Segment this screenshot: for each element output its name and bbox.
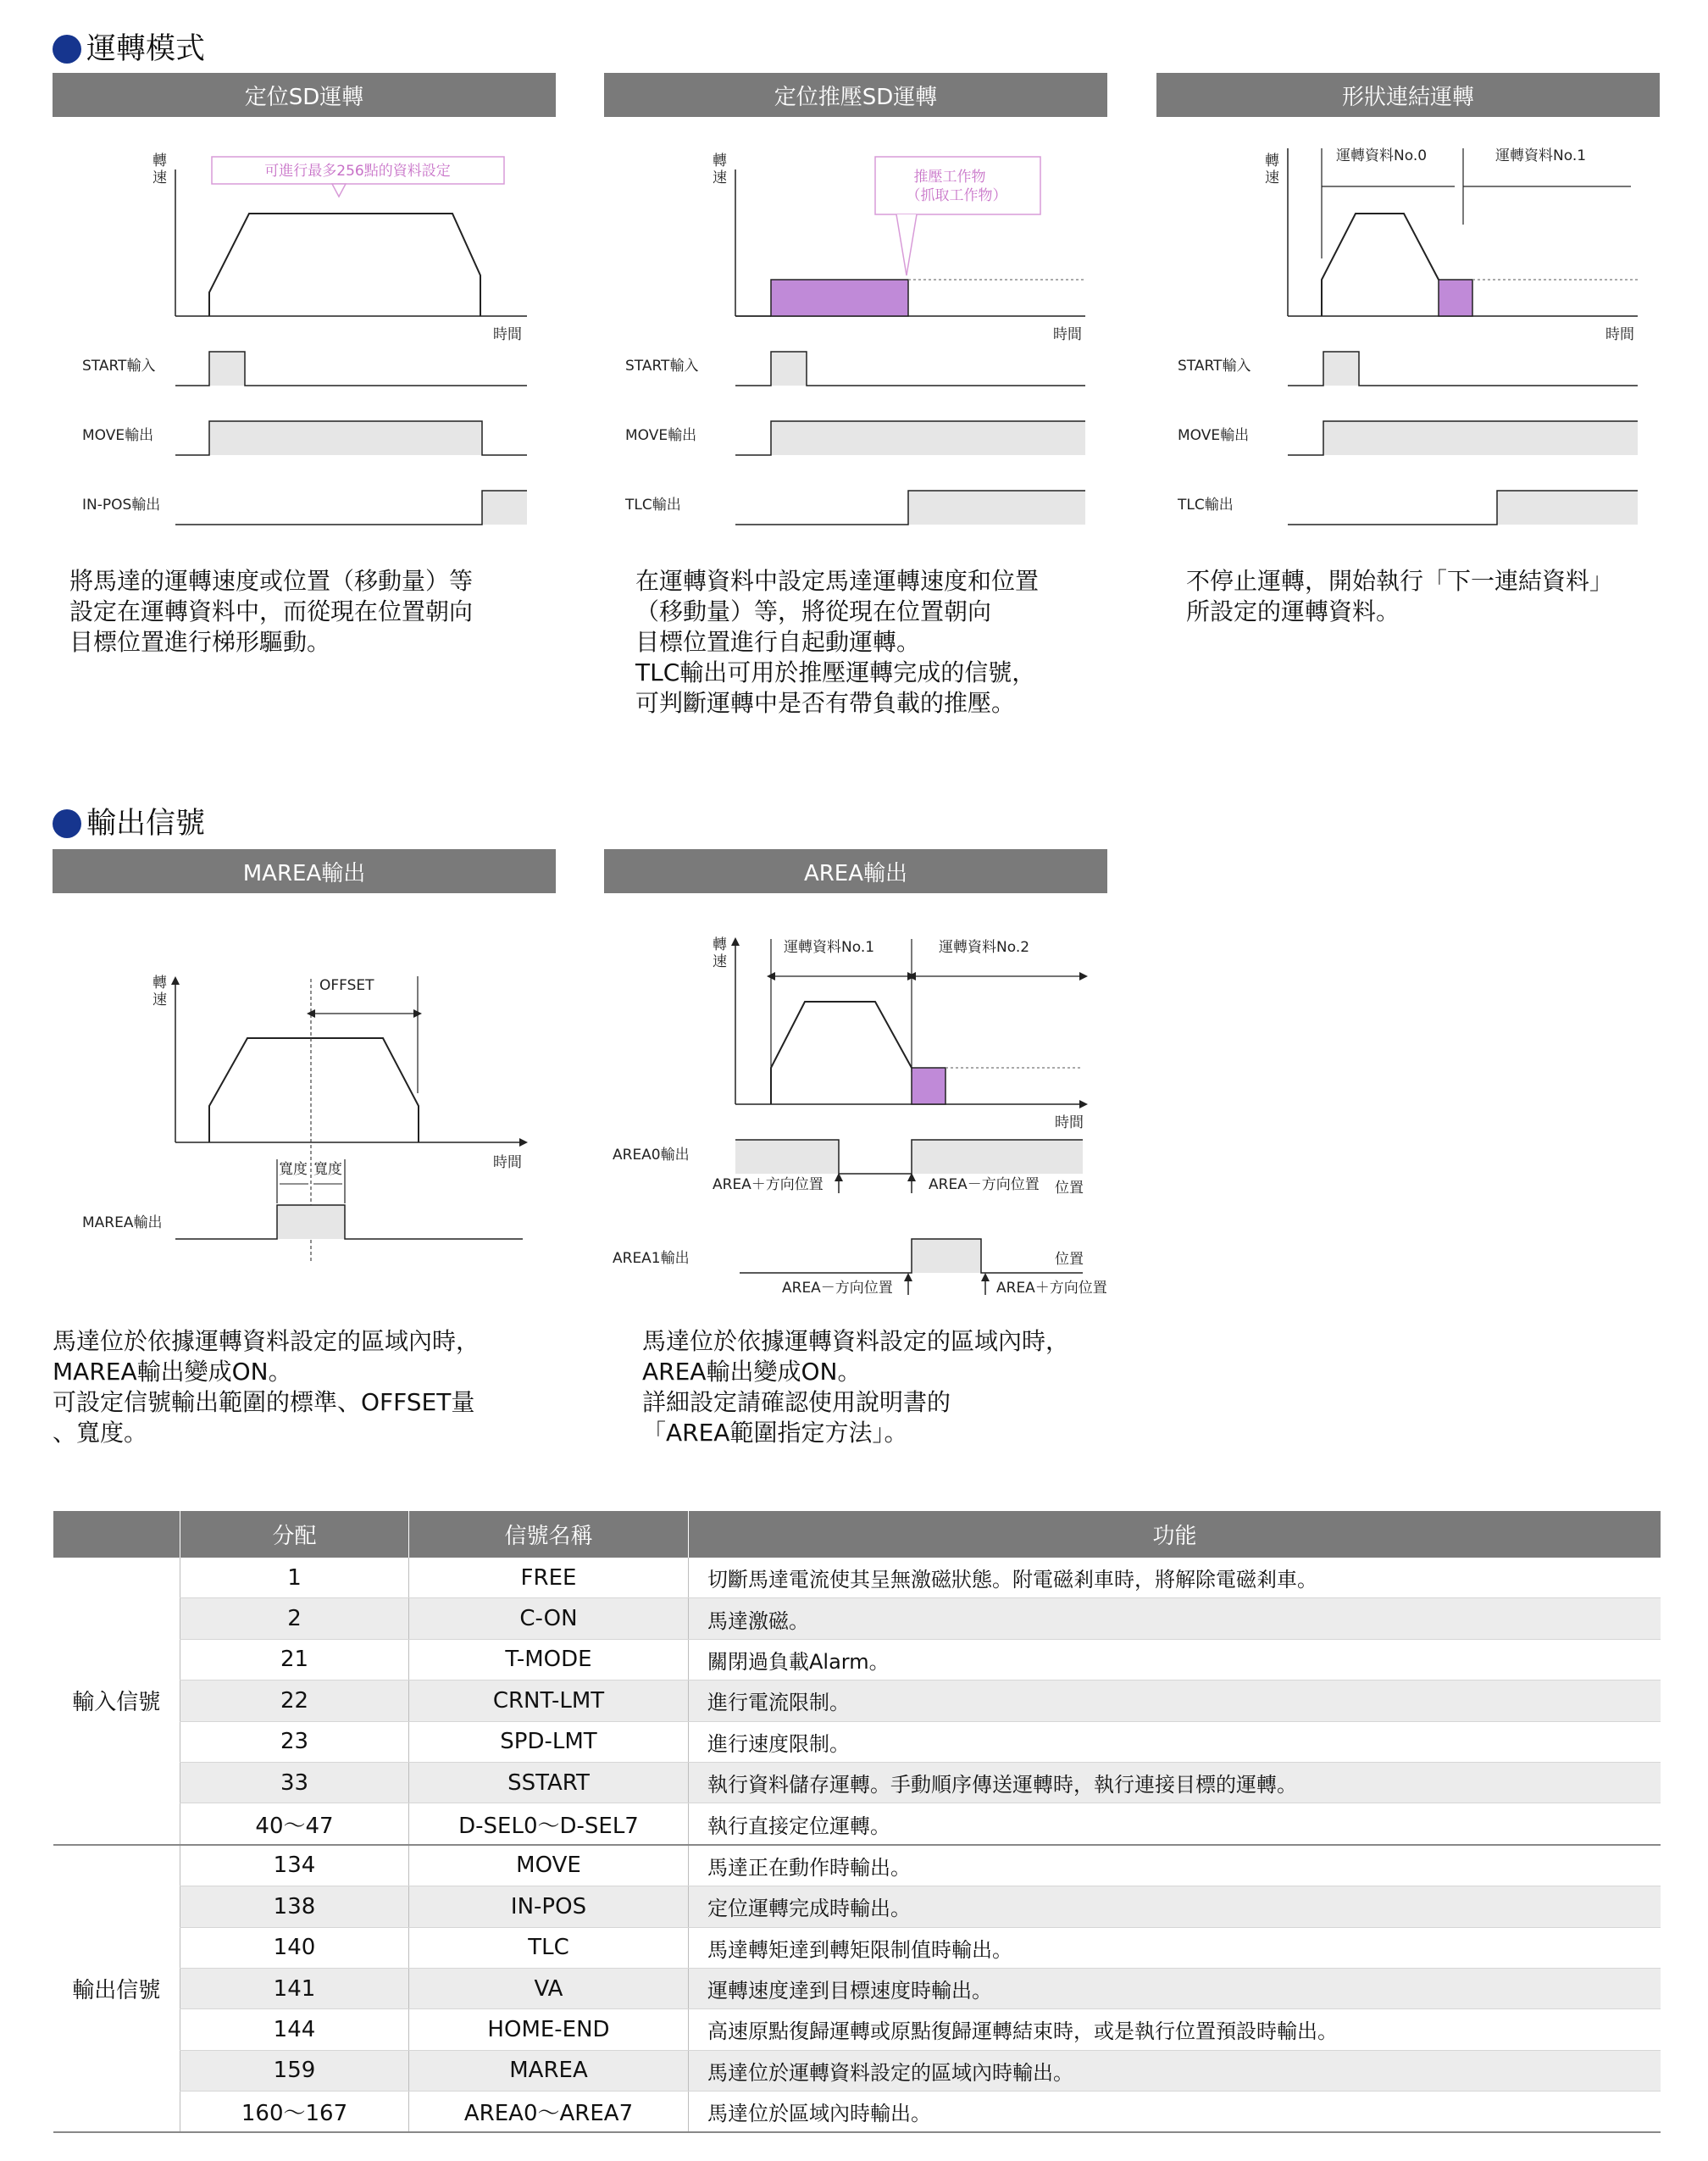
data-no1-label: 運轉資料No.1 xyxy=(784,939,875,956)
signal-label-area0: AREA0輸出 xyxy=(613,1147,690,1164)
cell-function: 馬達激磁。 xyxy=(689,1598,1661,1639)
width-label-left: 寬度 xyxy=(279,1161,308,1178)
cell-function: 馬達位於運轉資料設定的區域內時輸出。 xyxy=(689,2050,1661,2091)
cell-function: 切斷馬達電流使其呈無激磁狀態。附電磁剎車時，將解除電磁剎車。 xyxy=(689,1558,1661,1598)
callout-text-1: 推壓工作物 xyxy=(913,169,986,186)
area0-plus-label: AREA＋方向位置 xyxy=(713,1176,824,1193)
table-row xyxy=(53,1639,1661,1680)
cell-signal-name: HOME-END xyxy=(409,2009,689,2050)
signal-label-start: START輸入 xyxy=(1178,358,1251,375)
cell-assignment: 138 xyxy=(180,1886,409,1927)
callout-text-2: （抓取工作物） xyxy=(906,187,1007,204)
speed-axis-label: 轉速 xyxy=(152,975,167,1008)
time-axis-label: 時間 xyxy=(1053,326,1082,343)
cell-signal-name: MOVE xyxy=(409,1845,689,1886)
header-assignment: 分配 xyxy=(180,1511,409,1558)
table-row xyxy=(53,2009,1661,2050)
cell-assignment: 21 xyxy=(180,1639,409,1680)
time-axis-label: 時間 xyxy=(1605,326,1634,343)
output-bar-label: AREA輸出 xyxy=(803,860,908,886)
mode-bar-push-sd xyxy=(604,73,1107,117)
cell-assignment: 1 xyxy=(180,1558,409,1598)
table-header-row xyxy=(53,1511,1661,1558)
cell-assignment: 140 xyxy=(180,1927,409,1968)
link-region xyxy=(1439,280,1472,316)
data-no2-label: 運轉資料No.2 xyxy=(939,939,1030,956)
cell-signal-name: D-SEL0～D-SEL7 xyxy=(409,1803,689,1845)
time-axis-label: 時間 xyxy=(1055,1114,1084,1131)
diagram-area xyxy=(604,924,1146,1314)
diagram-push-sd xyxy=(604,136,1112,593)
section-title-text: 運轉模式 xyxy=(86,32,206,66)
cell-assignment: 2 xyxy=(180,1598,409,1639)
cell-function: 馬達正在動作時輸出。 xyxy=(689,1845,1661,1886)
speed-axis-label: 轉速 xyxy=(1265,153,1279,186)
signal-label-start: START輸入 xyxy=(625,358,699,375)
group-label: 輸出信號 xyxy=(53,1845,180,2133)
output-bar-area xyxy=(604,849,1107,893)
signal-label-move: MOVE輸出 xyxy=(1178,427,1250,444)
cell-function: 進行速度限制。 xyxy=(689,1721,1661,1762)
position-label-0: 位置 xyxy=(1055,1180,1084,1197)
bullet-dot-icon xyxy=(53,809,81,838)
cell-function: 執行資料儲存運轉。手動順序傳送運轉時，執行連接目標的運轉。 xyxy=(689,1762,1661,1803)
time-axis-label: 時間 xyxy=(493,326,522,343)
header-group xyxy=(53,1511,180,1558)
signal-label-move: MOVE輸出 xyxy=(82,427,154,444)
cell-assignment: 33 xyxy=(180,1762,409,1803)
signal-label-start: START輸入 xyxy=(82,358,156,375)
cell-signal-name: IN-POS xyxy=(409,1886,689,1927)
cell-signal-name: T-MODE xyxy=(409,1639,689,1680)
table-row xyxy=(53,1886,1661,1927)
area1-minus-label: AREA－方向位置 xyxy=(782,1280,893,1297)
cell-signal-name: C-ON xyxy=(409,1598,689,1639)
cell-function: 運轉速度達到目標速度時輸出。 xyxy=(689,1968,1661,2008)
section-title-output-signal xyxy=(53,807,205,841)
area1-plus-label: AREA＋方向位置 xyxy=(996,1280,1107,1297)
cell-signal-name: CRNT-LMT xyxy=(409,1680,689,1721)
speed-axis-label: 轉速 xyxy=(713,153,727,186)
cell-signal-name: FREE xyxy=(409,1558,689,1598)
table-row xyxy=(53,1721,1661,1762)
cell-assignment: 144 xyxy=(180,2009,409,2050)
mode-bar-shape-link xyxy=(1156,73,1660,117)
cell-function: 執行直接定位運轉。 xyxy=(689,1803,1661,1845)
description-area: 馬達位於依據運轉資料設定的區域內時， AREA輸出變成ON。 詳細設定請確認使用說明書的 「AREA範圍指定方法」。 xyxy=(642,1327,1070,1447)
signal-label-inpos: IN-POS輸出 xyxy=(82,497,161,514)
table-row xyxy=(53,1680,1661,1721)
signal-label-tlc: TLC輸出 xyxy=(1178,497,1234,514)
speed-axis-label: 轉速 xyxy=(152,153,167,186)
table-row xyxy=(53,1927,1661,1968)
area0-minus-label: AREA－方向位置 xyxy=(929,1176,1040,1193)
table-row xyxy=(53,2092,1661,2133)
cell-assignment: 134 xyxy=(180,1845,409,1886)
data-no1-label: 運轉資料No.1 xyxy=(1495,147,1587,164)
cell-function: 馬達位於區域內時輸出。 xyxy=(689,2092,1661,2133)
cell-signal-name: VA xyxy=(409,1968,689,2008)
group-label: 輸入信號 xyxy=(53,1558,180,1845)
table-row xyxy=(53,1803,1661,1845)
description-positioning-sd: 將馬達的運轉速度或位置（移動量）等 設定在運轉資料中，而從現在位置朝向 目標位置進行梯形驅動。 xyxy=(69,567,474,656)
signal-label-area1: AREA1輸出 xyxy=(613,1250,690,1267)
cell-function: 關閉過負載Alarm。 xyxy=(689,1639,1661,1680)
cell-signal-name: MAREA xyxy=(409,2050,689,2091)
time-axis-label: 時間 xyxy=(493,1154,522,1171)
cell-assignment: 22 xyxy=(180,1680,409,1721)
mode-bar-label: 形狀連結運轉 xyxy=(1341,84,1474,110)
cell-function: 進行電流限制。 xyxy=(689,1680,1661,1721)
table-row xyxy=(53,2050,1661,2091)
description-shape-link: 不停止運轉，開始執行「下一連結資料」 所設定的運轉資料。 xyxy=(1186,567,1614,625)
description-push-sd: 在運轉資料中設定馬達運轉速度和位置 （移動量）等，將從現在位置朝向 目標位置進行自起動運轉。 TLC輸出可用於推壓運轉完成的信號， 可判斷運轉中是否有帶負載的推壓。 xyxy=(635,567,1040,717)
bullet-dot-icon xyxy=(53,35,81,64)
output-bar-marea xyxy=(53,849,556,893)
cell-assignment: 141 xyxy=(180,1968,409,2008)
table-row xyxy=(53,1762,1661,1803)
cell-function: 定位運轉完成時輸出。 xyxy=(689,1886,1661,1927)
table-row xyxy=(53,1845,1661,1886)
diagram-positioning-sd xyxy=(53,136,561,593)
cell-assignment: 23 xyxy=(180,1721,409,1762)
signal-table xyxy=(53,1511,1661,2133)
section-title-text: 輸出信號 xyxy=(86,807,206,841)
table-row xyxy=(53,1598,1661,1639)
cell-assignment: 40～47 xyxy=(180,1803,409,1845)
area-region xyxy=(912,1068,946,1104)
cell-assignment: 159 xyxy=(180,2050,409,2091)
cell-signal-name: SPD-LMT xyxy=(409,1721,689,1762)
signal-label-tlc: TLC輸出 xyxy=(625,497,681,514)
mode-bar-positioning-sd xyxy=(53,73,556,117)
cell-function: 高速原點復歸運轉或原點復歸運轉結束時，或是執行位置預設時輸出。 xyxy=(689,2009,1661,2050)
table-row xyxy=(53,1968,1661,2008)
speed-axis-label: 轉速 xyxy=(713,936,727,970)
callout-text: 可進行最多256點的資料設定 xyxy=(264,163,451,180)
cell-signal-name: AREA0～AREA7 xyxy=(409,2092,689,2133)
mode-bar-label: 定位SD運轉 xyxy=(244,84,364,110)
width-label-right: 寬度 xyxy=(313,1161,342,1178)
cell-function: 馬達轉矩達到轉矩限制值時輸出。 xyxy=(689,1927,1661,1968)
cell-signal-name: SSTART xyxy=(409,1762,689,1803)
signal-label-marea: MAREA輸出 xyxy=(82,1214,163,1231)
diagram-marea xyxy=(53,932,561,1271)
diagram-shape-link xyxy=(1156,136,1665,593)
signal-label-move: MOVE輸出 xyxy=(625,427,697,444)
callout-box xyxy=(875,157,1040,214)
header-function: 功能 xyxy=(689,1511,1661,1558)
data-no0-label: 運轉資料No.0 xyxy=(1336,147,1428,164)
mode-bar-label: 定位推壓SD運轉 xyxy=(774,84,938,110)
offset-label: OFFSET xyxy=(319,977,374,994)
header-signal-name: 信號名稱 xyxy=(409,1511,689,1558)
cell-assignment: 160～167 xyxy=(180,2092,409,2133)
description-marea: 馬達位於依據運轉資料設定的區域內時， MAREA輸出變成ON。 可設定信號輸出範圍的標準、OFFSET量 、寬度。 xyxy=(53,1327,480,1447)
cell-signal-name: TLC xyxy=(409,1927,689,1968)
output-bar-label: MAREA輸出 xyxy=(242,860,366,886)
table-row xyxy=(53,1558,1661,1598)
push-region xyxy=(771,280,908,316)
position-label-1: 位置 xyxy=(1055,1251,1084,1268)
section-title-operation-mode xyxy=(53,32,205,66)
